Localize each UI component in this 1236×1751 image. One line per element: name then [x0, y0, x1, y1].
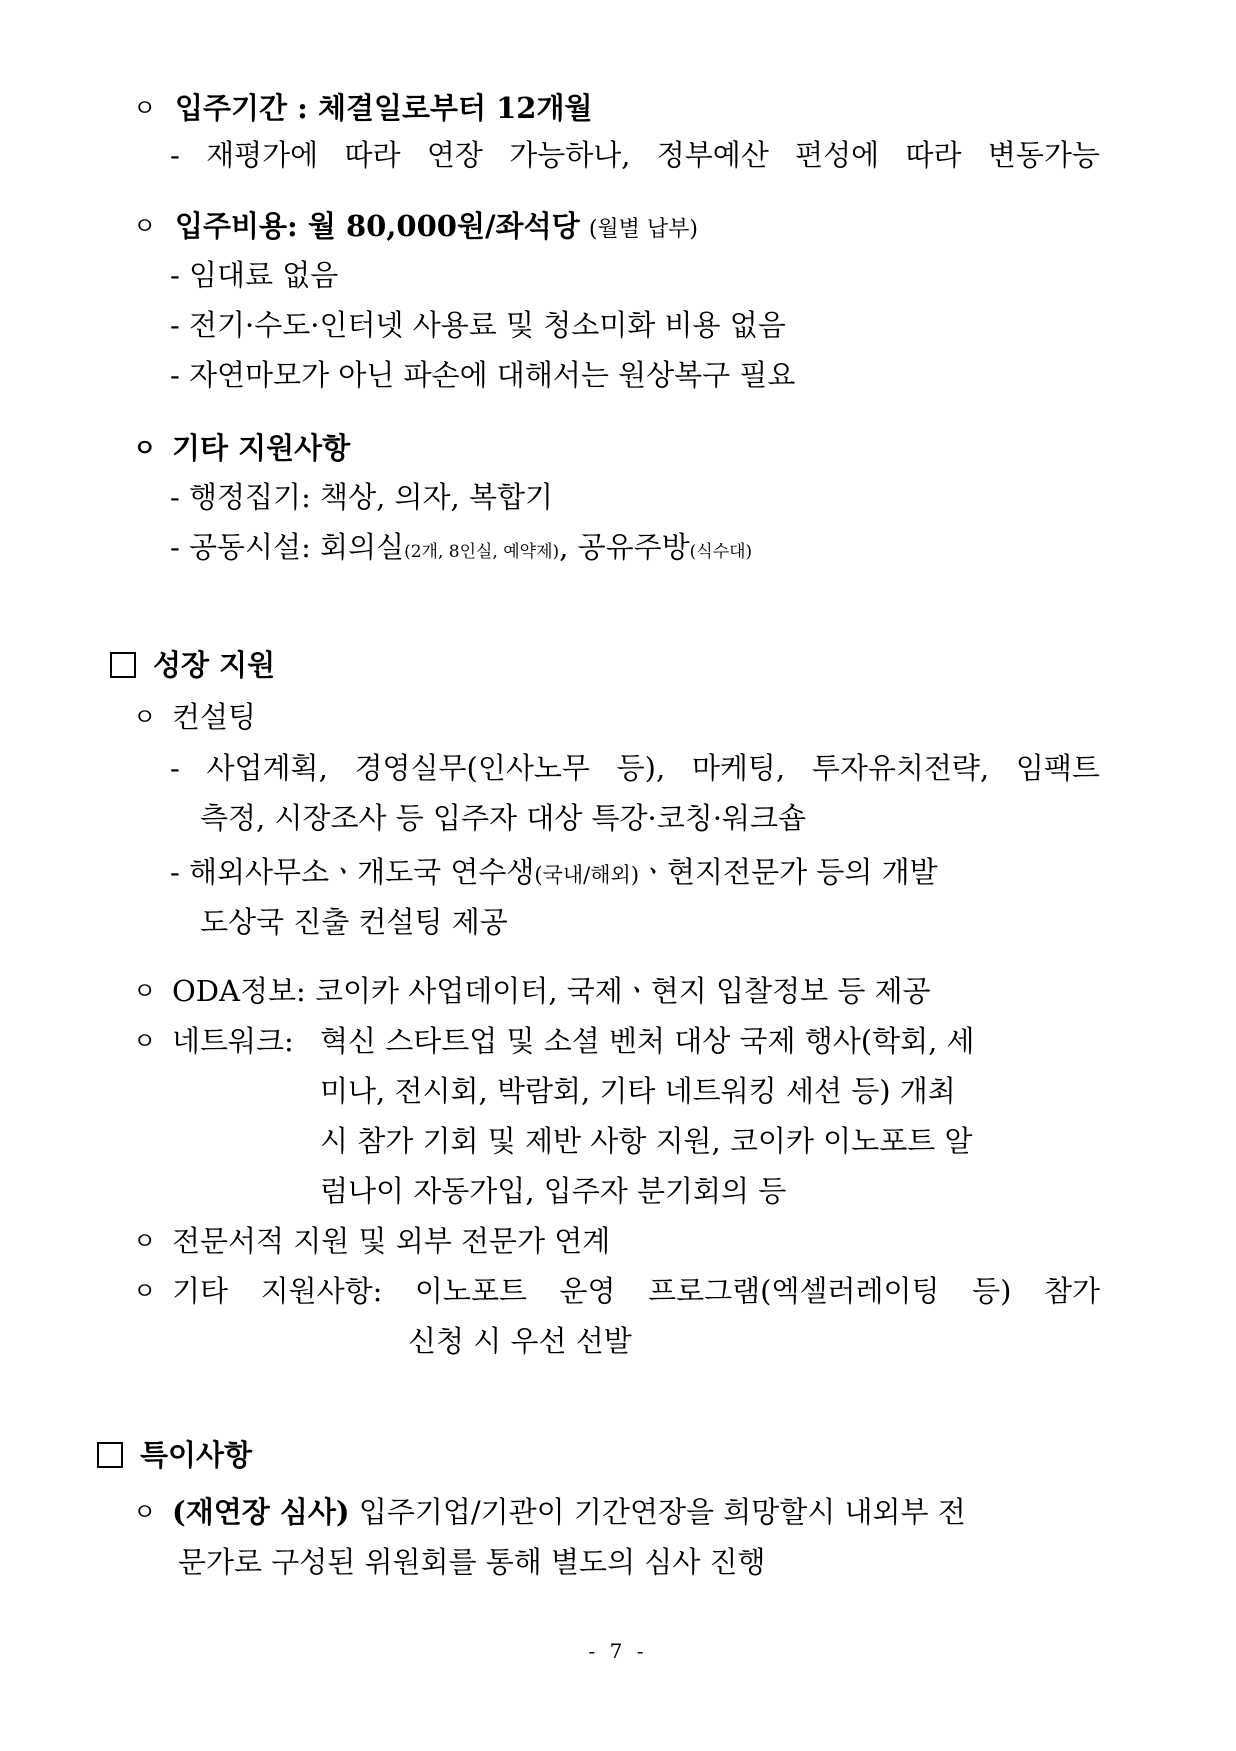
residency-cost-item: - 전기·수도·인터넷 사용료 및 청소미화 비용 없음	[170, 308, 786, 342]
residency-cost-item: - 임대료 없음	[170, 258, 339, 292]
books-support: 전문서적 지원 및 외부 전문가 연계	[172, 1224, 611, 1258]
consulting-item-line	[170, 852, 1100, 895]
residency-other-facilities	[170, 527, 752, 572]
special-item-line	[172, 1492, 1100, 1532]
checkbox-square-icon	[97, 1442, 123, 1468]
kitchen-note: (식수대)	[689, 542, 753, 562]
residency-other-item: - 행정집기: 책상, 의자, 복합기	[170, 480, 554, 514]
residency-cost-title: 입주비용: 월 80,000원/좌석당	[175, 209, 580, 243]
consulting-overseas-prefix: - 해외사무소ㆍ개도국 연수생	[170, 855, 535, 889]
meeting-room-note: (2개, 8인실, 예약제)	[404, 542, 560, 562]
consulting-item-line: - 사업계획, 경영실무(인사노무 등), 마케팅, 투자유치전략, 임팩트	[170, 751, 1100, 785]
bullet-icon: ㅇ	[133, 94, 157, 122]
bullet-icon: ㅇ	[133, 703, 157, 731]
special-heading: 특이사항	[140, 1438, 253, 1472]
network-line: 미나, 전시회, 박람회, 기타 네트워킹 세션 등) 개최	[320, 1074, 956, 1108]
consulting-overseas-suffix: ㆍ현지전문가 등의 개발	[639, 855, 938, 889]
residency-period-title: 입주기간 : 체결일로부터 12개월	[175, 91, 593, 125]
consulting-item-line: 도상국 진출 컨설팅 제공	[200, 905, 508, 939]
consulting-title: 컨설팅	[172, 700, 257, 734]
residency-cost-note: (월별 납부)	[588, 217, 698, 242]
bullet-icon: ㅇ	[133, 1227, 157, 1255]
residency-other-title: 기타 지원사항	[172, 431, 351, 465]
facilities-mid: , 공유주방	[559, 530, 690, 564]
network-line: 럼나이 자동가입, 입주자 분기회의 등	[320, 1174, 787, 1208]
special-item-rest: 입주기업/기관이 기간연장을 희망할시 내외부 전	[349, 1495, 966, 1529]
bullet-icon: ㅇ	[133, 1027, 157, 1055]
growth-heading: 성장 지원	[153, 648, 276, 682]
special-item-bold: (재연장 심사)	[172, 1495, 350, 1529]
consulting-overseas-note: (국내/해외)	[534, 863, 640, 887]
oda-info: ODA정보: 코이카 사업데이터, 국제ㆍ현지 입찰정보 등 제공	[172, 974, 931, 1008]
facilities-prefix: - 공동시설: 회의실	[170, 530, 405, 564]
etc-support-line: 기타 지원사항: 이노포트 운영 프로그램(엑셀러레이팅 등) 참가	[172, 1274, 1100, 1308]
special-item-line: 문가로 구성된 위원회를 통해 별도의 심사 진행	[178, 1545, 766, 1579]
bullet-icon: ㅇ	[133, 433, 157, 462]
bullet-icon: ㅇ	[133, 212, 157, 240]
network-line: 시 참가 기회 및 제반 사항 지원, 코이카 이노포트 알	[320, 1124, 973, 1158]
bullet-icon: ㅇ	[133, 1277, 157, 1305]
residency-cost-line	[175, 206, 698, 250]
bullet-icon: ㅇ	[133, 977, 157, 1005]
checkbox-square-icon	[110, 652, 136, 678]
page-number: - 7 -	[588, 1639, 648, 1663]
etc-support-line: 신청 시 우선 선발	[408, 1324, 632, 1358]
network-label: 네트워크:	[172, 1024, 294, 1058]
residency-period-item: - 재평가에 따라 연장 가능하나, 정부예산 편성에 따라 변동가능	[170, 138, 1100, 172]
bullet-icon: ㅇ	[133, 1498, 157, 1526]
network-line: 혁신 스타트업 및 소셜 벤처 대상 국제 행사(학회, 세	[320, 1024, 975, 1058]
residency-cost-item: - 자연마모가 아닌 파손에 대해서는 원상복구 필요	[170, 358, 796, 392]
consulting-item-line: 측정, 시장조사 등 입주자 대상 특강·코칭·워크숍	[200, 801, 807, 835]
